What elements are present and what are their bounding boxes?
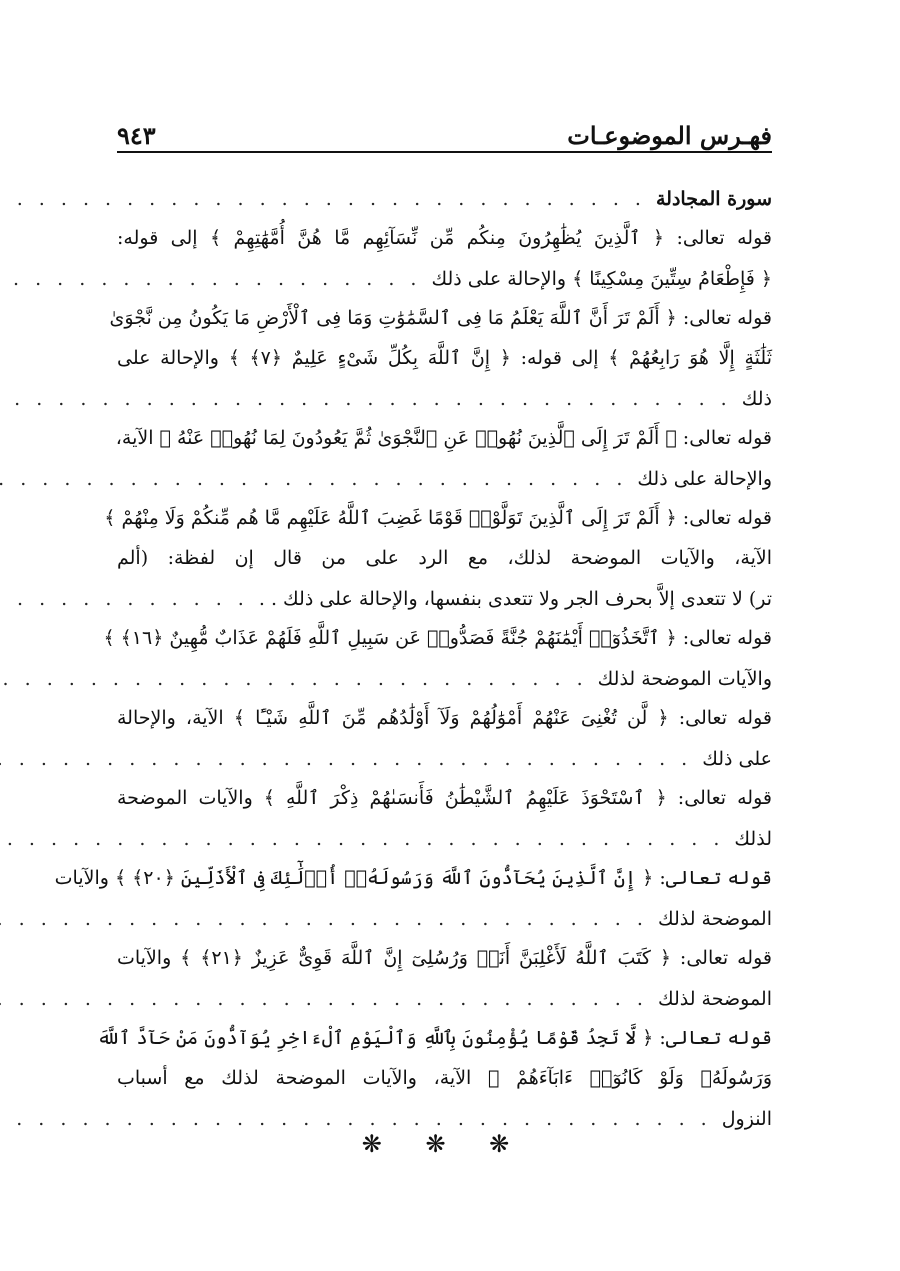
entry-line bbox=[117, 178, 772, 218]
entry-line bbox=[117, 578, 772, 618]
entry-text: النزول bbox=[721, 1108, 772, 1130]
index-entry bbox=[54, 858, 772, 938]
entry-line bbox=[117, 538, 772, 578]
entry-text: والآيات الموضحة لذلك bbox=[597, 668, 772, 690]
index-entry bbox=[117, 698, 772, 778]
entry-line bbox=[117, 938, 772, 978]
entry-text: تر) لا تتعدى إلاَّ بحرف الجر ولا تتعدى بنفسها، والإحالة على ذلك . . bbox=[258, 588, 772, 610]
entry-line bbox=[117, 978, 772, 1018]
index-entry bbox=[103, 618, 772, 698]
entry-line bbox=[117, 418, 772, 458]
dot-leader bbox=[0, 819, 724, 859]
entry-text: والإحالة على ذلك bbox=[637, 468, 772, 490]
index-page bbox=[54, 0, 772, 1271]
entry-text: وَرَسُولَهُۥ وَلَوْ كَانُوٓا۟ ءَابَآءَهُمْ ﴾ الآية، والآيات الموضحة لذلك مع أسباب bbox=[117, 1067, 772, 1089]
entry-text: الآية، والآيات الموضحة لذلك، مع الرد على من قال إن لفظة: (ألم bbox=[117, 547, 772, 569]
entry-text: قوله تعالى: ﴿ إِنَّ ٱلَّذِينَ يُحَآدُّونَ ٱللَّهَ وَرَسُولَهُۥٓ أُو۟لَٰٓئِكَ فِى ٱلْأَذَلِّينَ ﴿٢٠﴾ ﴾ والآيات bbox=[54, 867, 772, 889]
entry-line bbox=[117, 658, 772, 698]
entry-text: قوله تعالى: ﴿ أَلَمْ تَرَ إِلَى ٱلَّذِينَ تَوَلَّوْا۟ قَوْمًا غَضِبَ ٱللَّهُ عَلَيْهِم مَّا هُم مِّنكُمْ وَلَا مِنْهُمْ ﴾ bbox=[104, 507, 772, 529]
entry-text: قوله تعالى: ﴿ ٱلَّذِينَ يُظَٰهِرُونَ مِنكُم مِّن نِّسَآئِهِم مَّا هُنَّ أُمَّهَٰتِهِمْ ﴾ إلى قوله: bbox=[117, 227, 772, 249]
end-ornament: ❋ ❋ ❋ bbox=[361, 1130, 528, 1158]
entry-line bbox=[117, 1058, 772, 1098]
entry-text: ثَلَٰثَةٍ إِلَّا هُوَ رَابِعُهُمْ ﴾ إلى قوله: ﴿ إِنَّ ٱللَّهَ بِكُلِّ شَىْءٍ عَلِيمٌ ﴿٧﴾ ﴾ والإحالة على bbox=[117, 347, 772, 369]
index-entry bbox=[117, 418, 772, 498]
entry-text: قوله تعالى: ﴿ ٱتَّخَذُوٓا۟ أَيْمَٰنَهُمْ جُنَّةً فَصَدُّوا۟ عَن سَبِيلِ ٱللَّهِ فَلَهُمْ عَذَابٌ مُّهِينٌ ﴿١٦﴾ ﴾ bbox=[103, 627, 772, 649]
page-number: ٩٤٣ bbox=[117, 121, 156, 150]
entry-line bbox=[117, 738, 772, 778]
dot-leader bbox=[0, 459, 627, 499]
index-entry bbox=[97, 1018, 772, 1138]
index-entry bbox=[117, 778, 772, 858]
dot-leader bbox=[0, 659, 588, 699]
dot-leader bbox=[0, 739, 692, 779]
entry-text: قوله تعالى: ﴿ ٱسْتَحْوَذَ عَلَيْهِمُ ٱلشَّيْطَٰنُ فَأَنسَىٰهُمْ ذِكْرَ ٱللَّهِ ﴾ والآيات الموضحة bbox=[117, 787, 772, 809]
entry-text: ذلك bbox=[741, 388, 772, 410]
entry-text: قوله تعالى: ﴿ لَّن تُغْنِىَ عَنْهُمْ أَمْوَٰلُهُمْ وَلَآ أَوْلَٰدُهُم مِّنَ ٱللَّهِ شَيْـًٔا ﴾ الآية، والإحالة bbox=[117, 707, 772, 729]
entry-line bbox=[103, 618, 772, 658]
entry-text: قوله تعالى: ﴿ أَلَمْ تَرَ أَنَّ ٱللَّهَ يَعْلَمُ مَا فِى ٱلسَّمَٰوَٰتِ وَمَا فِى ٱلْأَرْضِ مَا يَكُونُ مِن نَّجْوَىٰ bbox=[109, 307, 772, 329]
entry-line bbox=[117, 698, 772, 738]
dot-leader bbox=[0, 259, 421, 299]
entry-line bbox=[109, 298, 772, 338]
dot-leader bbox=[0, 899, 648, 939]
entry-text: قوله تعالى: ﴿ أَلَمْ تَرَ إِلَى ٱلَّذِينَ نُهُوا۟ عَنِ ٱلنَّجْوَىٰ ثُمَّ يَعُودُونَ لِمَا نُهُوا۟ عَنْهُ ﴾ الآية، bbox=[115, 427, 772, 449]
entry-text: قوله تعالى: ﴿ كَتَبَ ٱللَّهُ لَأَغْلِبَنَّ أَنَا۠ وَرُسُلِىٓ إِنَّ ٱللَّهَ قَوِىٌّ عَزِيزٌ ﴿٢١﴾ ﴾ والآيات bbox=[117, 947, 772, 969]
entry-line bbox=[117, 378, 772, 418]
entry-text: ﴿ فَإِطْعَامُ سِتِّينَ مِسْكِينًا ﴾ والإحالة على ذلك bbox=[431, 268, 772, 290]
entry-line bbox=[117, 898, 772, 938]
entry-text: الموضحة لذلك bbox=[657, 988, 772, 1010]
entry-line bbox=[117, 458, 772, 498]
entry-line bbox=[104, 498, 772, 538]
running-title: فهـرس الموضوعـات bbox=[567, 121, 772, 150]
index-entry bbox=[117, 178, 772, 218]
entry-line bbox=[117, 778, 772, 818]
dot-leader bbox=[0, 379, 732, 419]
dot-leader bbox=[0, 179, 646, 219]
entry-text: لذلك bbox=[734, 828, 772, 850]
entry-line bbox=[117, 258, 772, 298]
entry-line bbox=[117, 218, 772, 258]
index-entry bbox=[109, 298, 772, 418]
entry-text: قوله تعالى: ﴿ لَّا تَجِدُ قَوْمًا يُؤْمِنُونَ بِٱللَّهِ وَٱلْيَوْمِ ٱلْءَاخِرِ يُوَآدُّونَ مَنْ حَآدَّ ٱللَّهَ bbox=[97, 1027, 772, 1049]
entry-text: على ذلك bbox=[702, 748, 772, 770]
entry-line bbox=[97, 1018, 772, 1058]
index-entries bbox=[54, 178, 772, 1138]
surah-title: سورة المجادلة bbox=[655, 188, 772, 210]
entry-line bbox=[117, 818, 772, 858]
entry-text: الموضحة لذلك bbox=[657, 908, 772, 930]
entry-line bbox=[54, 858, 772, 898]
header-rule bbox=[117, 151, 772, 153]
index-entry bbox=[104, 498, 772, 618]
page-header bbox=[117, 112, 772, 150]
dot-leader bbox=[0, 579, 249, 619]
index-entry bbox=[117, 938, 772, 1018]
dot-leader bbox=[0, 979, 648, 1019]
entry-line bbox=[117, 338, 772, 378]
index-entry bbox=[117, 218, 772, 298]
